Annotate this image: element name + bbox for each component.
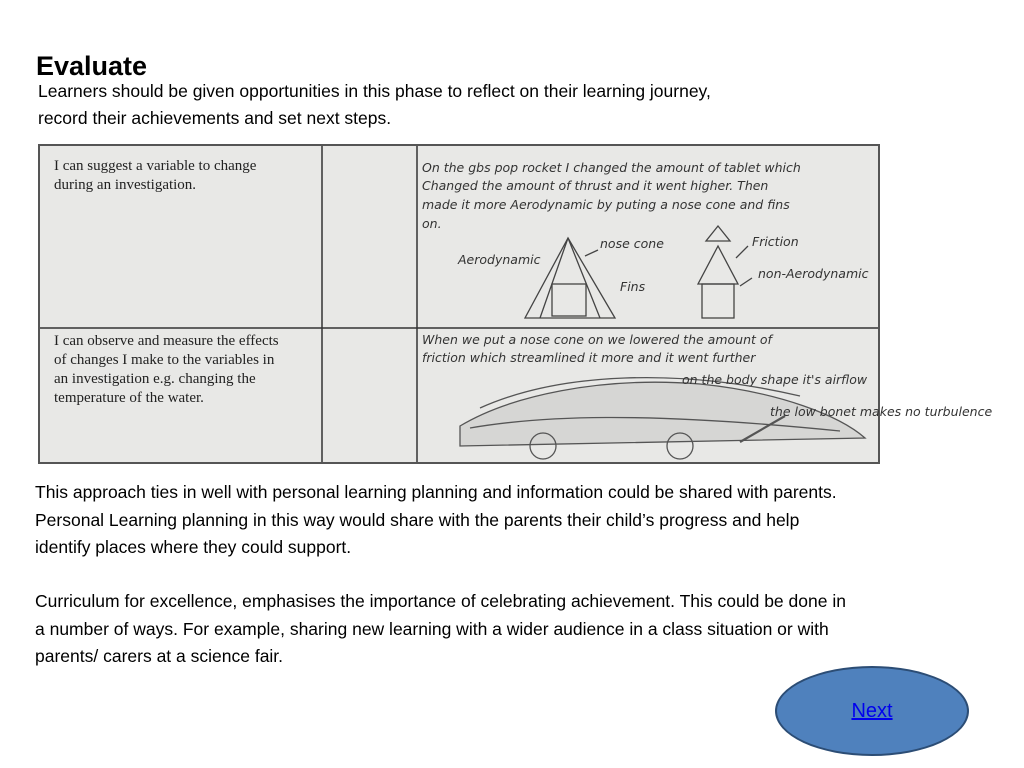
worksheet-drawing [40,146,993,462]
worksheet-scan [38,144,993,464]
row1-response-line: On the gbs pop rocket I changed the amount of tablet which [422,160,801,175]
paragraph-line: Curriculum for excellence, emphasises the importance of celebrating achievement. This could be done in [35,591,846,611]
row1-statement-line: I can suggest a variable to change [54,158,257,174]
row2-response-line: When we put a nose cone on we lowered the amount of [422,332,772,347]
row1-response-line: Changed the amount of thrust and it went higher. Then [422,178,769,193]
paragraph-line: identify places where they could support. [35,537,352,557]
row1-response-line: made it more Aerodynamic by puting a nose cone and fins [422,197,790,212]
sketch-label: Fins [620,279,646,294]
sketch-label: non-Aerodynamic [758,266,869,281]
row2-statement-line: temperature of the water. [54,390,204,406]
paragraph-learning-planning [35,479,1015,562]
paragraph-line: Personal Learning planning in this way would share with the parents their child’s progress and help [35,509,800,530]
intro-line: Learners should be given opportunities in this phase to reflect on their learning journey, [38,81,711,101]
row1-statement-line: during an investigation. [54,177,197,193]
row2-statement-line: an investigation e.g. changing the [54,371,256,387]
paragraph-curriculum [35,588,1015,671]
slide-title: Evaluate [36,51,148,81]
intro-line: record their achievements and set next steps. [38,108,392,128]
next-button[interactable] [775,666,969,756]
row2-response-line: friction which streamlined it more and it went further [422,350,756,365]
sketch-label: Aerodynamic [458,252,541,267]
sketch-label: the low bonet makes no turbulence [770,404,993,419]
paragraph-line: This approach ties in well with personal learning planning and information could be shared with parents. [35,482,837,502]
paragraph-line: a number of ways. For example, sharing new learning with a wider audience in a class situation or with [35,618,829,639]
row2-statement-line: of changes I make to the variables in [54,352,275,368]
paragraph-line: parents/ carers at a science fair. [35,646,284,666]
sketch-label: on the body shape it's airflow [682,372,868,387]
sketch-label: Friction [752,234,799,249]
next-link[interactable]: Next [851,699,893,722]
row1-response-line: on. [422,216,442,231]
rocket-sketch-flat [698,226,752,318]
intro-text [38,78,878,132]
row2-statement-line: I can observe and measure the effects [54,333,279,349]
sketch-label: nose cone [600,236,664,251]
